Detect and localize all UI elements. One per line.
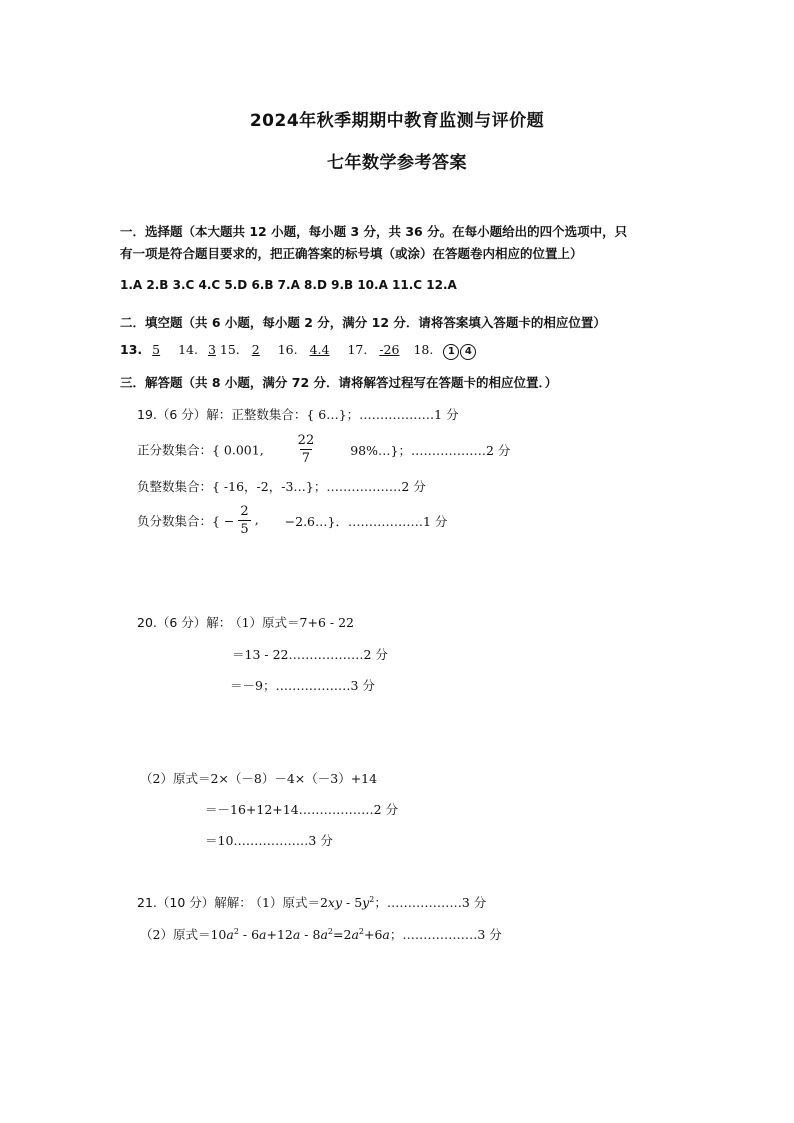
q19-positive-fractions-post: 98%…}；………………2 分 xyxy=(350,442,511,458)
q19-positive-fractions-pre: 正分数集合：{ 0.001, xyxy=(137,442,264,458)
q16-answer: 4.4 xyxy=(309,342,330,357)
q20-line1 xyxy=(137,613,354,631)
q20-part2-step3: ＝10………………3 分 xyxy=(205,833,333,848)
q13-answer: 5 xyxy=(152,342,161,357)
circled-answer-4: 4 xyxy=(460,344,476,360)
q21-line1 xyxy=(137,893,486,911)
fraction-numerator: 2 xyxy=(240,504,249,519)
q19-line1 xyxy=(137,405,459,423)
q21-part2-expr: $a^2 - 6a+12a - 8a^2=2a^2+6a$ xyxy=(226,926,390,942)
q19-negative-fractions-post: −2.6…}．………………1 分 xyxy=(284,513,448,529)
q21-part2-tail: ；………………3 分 xyxy=(389,927,502,942)
fraction-22-7 xyxy=(296,432,317,467)
section1-answers: 1.A 2.B 3.C 4.C 5.D 6.B 7.A 8.D 9.B 10.A 11.C 12.A xyxy=(120,278,457,292)
q14-answer: 3 xyxy=(207,342,216,357)
q21-part2-pre: （2）原式＝10 xyxy=(140,927,227,942)
fraction-2-5 xyxy=(238,503,250,538)
q14-number: 14. xyxy=(178,342,198,357)
section3-heading: 三．解答题（共 8 小题，满分 72 分．请将解答过程写在答题卡的相应位置．） xyxy=(120,375,558,390)
page-subtitle: 七年数学参考答案 xyxy=(327,153,467,173)
q15-answer: 2 xyxy=(251,342,260,357)
q21-line2 xyxy=(140,925,502,943)
q21-label: 21.（10 分）解解： xyxy=(137,895,252,910)
q19-line3: 负整数集合：{ -16，-2，-3…}；………………2 分 xyxy=(137,479,426,494)
q21-part1-tail: ；………………3 分 xyxy=(374,895,487,910)
q21-part1-expr: xy - $5y^2$ xyxy=(327,894,375,910)
q20-label: 20.（6 分）解： xyxy=(137,615,232,630)
q20-step2: ＝13 - 22………………2 分 xyxy=(232,647,388,662)
q20-step3: ＝－9；………………3 分 xyxy=(230,678,375,693)
fraction-denominator: 5 xyxy=(240,522,249,537)
section2-heading: 二．填空题（共 6 小题，每小题 2 分，满分 12 分．请将答案填入答题卡的相应位置） xyxy=(120,315,606,330)
fill-in-answers-row xyxy=(120,342,476,360)
q19-line2 xyxy=(137,432,510,467)
q13-number: 13. xyxy=(120,342,143,357)
q20-part2-step1: （2）原式＝2×（－8）－4×（－3）+14 xyxy=(140,771,378,786)
q17-number: 17. xyxy=(347,342,368,357)
q19-negative-fractions-pre: 负分数集合：{ − xyxy=(137,513,235,529)
fraction-denominator: 7 xyxy=(301,451,311,466)
page-title: 2024年秋季期期中教育监测与评价题 xyxy=(249,111,545,131)
q19-label: 19.（6 分）解： xyxy=(137,407,232,422)
q15-number: 15. xyxy=(219,342,240,357)
circled-answer-1: 1 xyxy=(443,344,459,360)
section1-heading-line1: 一．选择题（本大题共 12 小题，每小题 3 分，共 36 分。在每小题给出的四个选项中，只 xyxy=(120,224,628,239)
q20-step1: （1）原式＝7+6 - 22 xyxy=(235,615,354,630)
q16-number: 16. xyxy=(277,342,298,357)
q19-line4: 负分数集合：{ − $\frac{2}{5}$ , −2.6…}．………………1 分 xyxy=(137,504,448,537)
q21-part1-pre: （1）原式＝2 xyxy=(255,895,328,910)
q17-answer: -26 xyxy=(379,342,400,357)
q20-part2-step2: ＝－16+12+14………………2 分 xyxy=(205,802,399,817)
q18-number: 18. xyxy=(413,342,434,357)
section1-heading-line2: 有一项是符合题目要求的，把正确答案的标号填（或涂）在答题卷内相应的位置上） xyxy=(120,246,583,261)
fraction-numerator: 22 xyxy=(297,433,315,448)
q19-positive-integers: 正整数集合：{ 6…}；………………1 分 xyxy=(231,407,459,422)
